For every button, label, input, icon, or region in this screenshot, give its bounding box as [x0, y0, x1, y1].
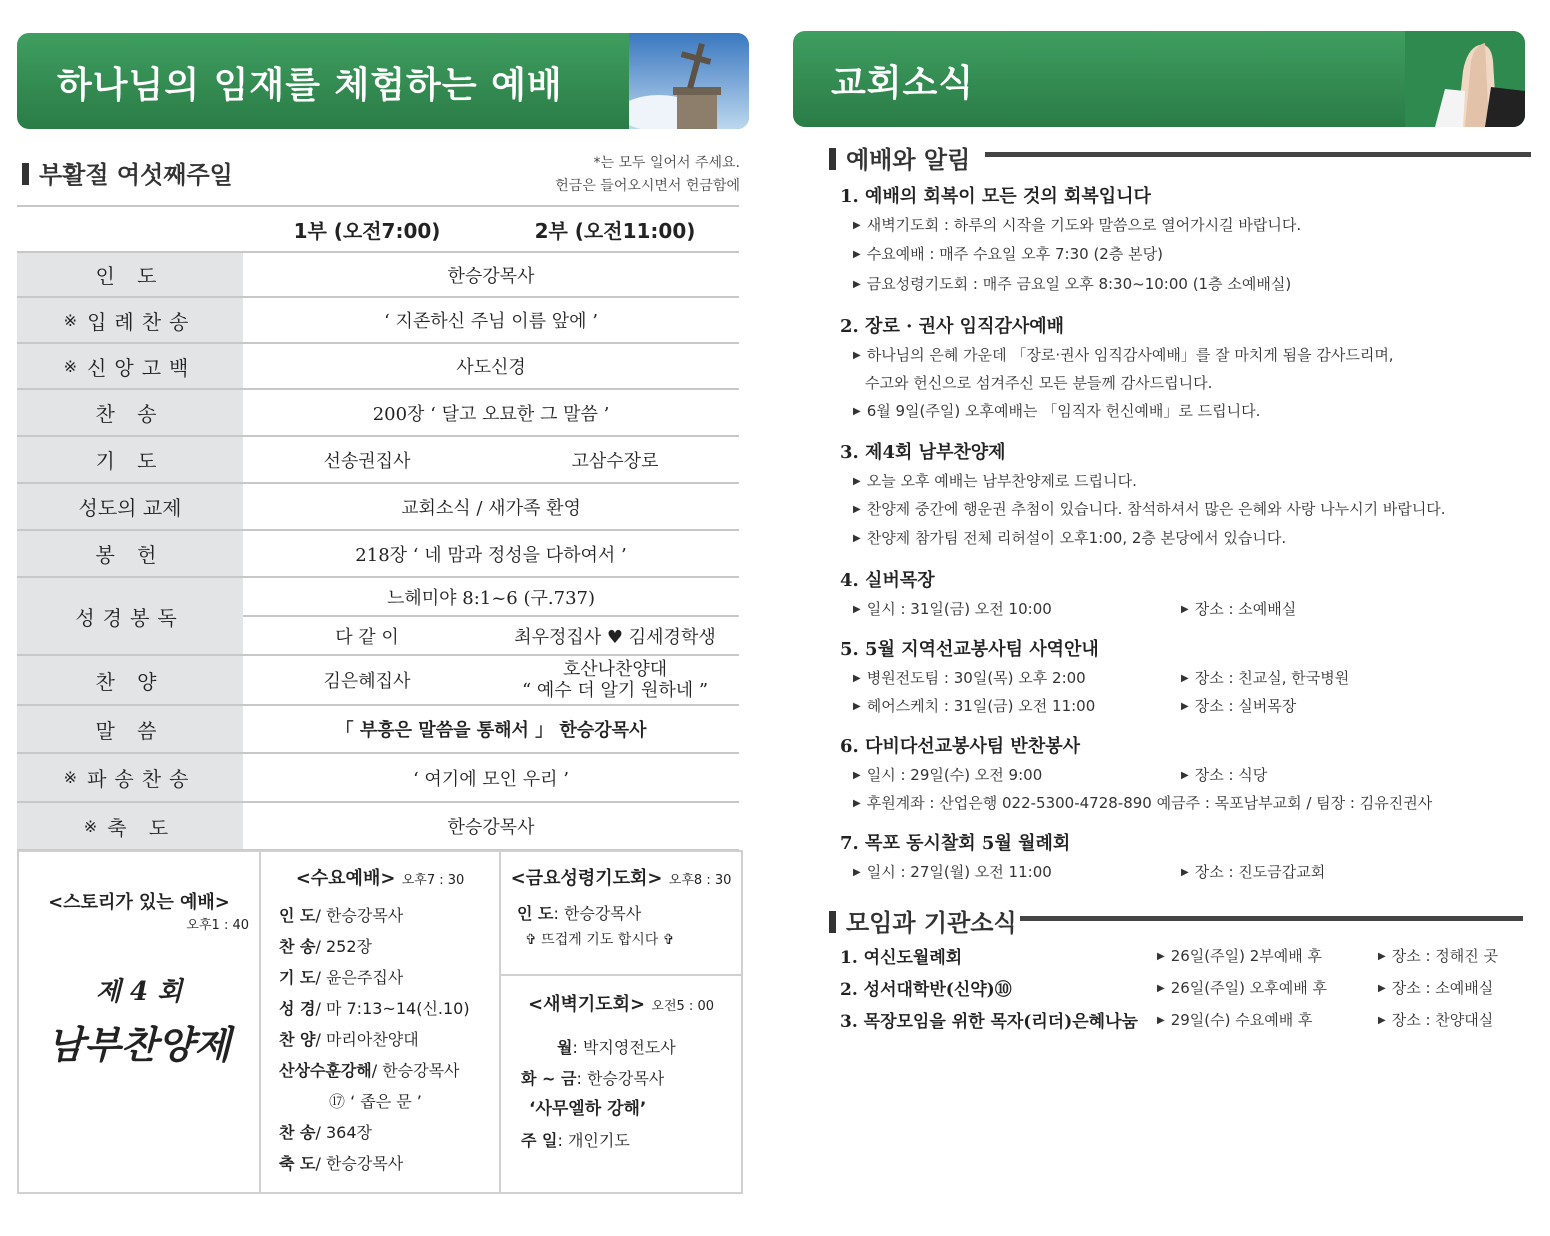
service-time-header — [17, 205, 739, 253]
story-worship-box — [17, 850, 261, 1194]
praise-second — [491, 659, 739, 701]
row-label: 봉 헌 — [17, 531, 243, 576]
notice-line: ▶ 병원전도팀 : 30일(목) 오후 2:00 — [853, 669, 1086, 687]
meeting-when: ▶ 29일(수) 수요예배 후 — [1157, 1011, 1313, 1029]
row-value: 교회소식 / 새가족 환영 — [401, 497, 581, 519]
row-value: 한승강목사 — [447, 817, 535, 838]
friday-title: <금요성령기도회> 오후8 : 30 — [510, 868, 732, 889]
notice-line: ▶ 일시 : 27일(월) 오전 11:00 — [853, 863, 1052, 881]
notice-item-title: 5. 5월 지역선교봉사팀 사역안내 — [840, 639, 1099, 660]
list-item: ⑰ ‘ 좁은 문 ’ — [329, 1092, 422, 1111]
notice-line: ▶ 장소 : 진도금갑교회 — [1181, 863, 1326, 881]
dawn-list — [521, 1032, 741, 1156]
notice-item-title: 6. 다비다선교봉사팀 반찬봉사 — [840, 736, 1080, 757]
notice-line: ▶ 새벽기도회 : 하루의 시작을 기도와 말씀으로 열어가시길 바랍니다. — [853, 216, 1302, 234]
table-row — [17, 484, 739, 531]
row-value: 218장 ‘ 네 맘과 정성을 다하여서 ’ — [355, 544, 627, 566]
notice-item-title: 7. 목포 동시찰회 5월 월례회 — [840, 833, 1071, 854]
meeting-where: ▶ 장소 : 소예배실 — [1378, 979, 1494, 997]
meetings-section-text: 모임과 기관소식 — [846, 909, 1017, 937]
row-value: 200장 ‘ 달고 오묘한 그 말씀 ’ — [372, 403, 610, 425]
notice-line: ▶ 오늘 오후 예배는 남부찬양제로 드립니다. — [853, 472, 1137, 490]
notice-line: ▶ 장소 : 소예배실 — [1181, 600, 1297, 618]
notice-line: ▶ 찬양제 참가팀 전체 리허설이 오후1:00, 2층 본당에서 있습니다. — [853, 529, 1287, 547]
row-label: ※ 입례찬송 — [17, 298, 243, 342]
friday-leader: 인 도: 한승강목사 — [517, 904, 642, 923]
meeting-when: ▶ 26일(주일) 오후예배 후 — [1157, 979, 1327, 997]
list-item: 인 도/ 한승강목사 — [279, 906, 404, 925]
row-label: ※ 파송찬송 — [17, 754, 243, 801]
news-banner — [793, 31, 1525, 127]
list-item: 화 ~ 금: 한승강목사 — [521, 1069, 665, 1088]
row-value — [243, 437, 739, 482]
row-value — [243, 578, 739, 654]
note-line-1: *는 모두 일어서 주세요. — [593, 155, 740, 171]
friday-prayer-box — [499, 850, 743, 976]
row-value: ‘ 지존하신 주님 이름 앞에 ’ — [384, 311, 598, 332]
notice-section-text: 예배와 알림 — [846, 146, 971, 174]
table-row — [17, 803, 739, 851]
meeting-when: ▶ 26일(주일) 2부예배 후 — [1157, 947, 1323, 965]
table-row — [17, 656, 739, 706]
worship-banner-title: 하나님의 임재를 체험하는 예배 — [57, 65, 563, 106]
meeting-name: 1. 여신도월례회 — [840, 948, 963, 968]
dawn-prayer-box — [499, 974, 743, 1194]
meeting-where: ▶ 장소 : 정해진 곳 — [1378, 947, 1499, 965]
meeting-name: 3. 목장모임을 위한 목자(리더)은혜나눔 — [840, 1012, 1138, 1032]
row-value — [243, 656, 739, 704]
row-value: 한승강목사 — [447, 265, 535, 287]
list-item: 주 일: 개인기도 — [521, 1131, 630, 1150]
list-item: 찬 송/ 364장 — [279, 1123, 372, 1142]
dawn-title: <새벽기도회> 오전5 : 00 — [528, 994, 714, 1015]
second-service-header: 2부 (오전11:00) — [534, 218, 696, 243]
choir-name: 호산나찬양대 — [562, 659, 668, 680]
list-item: 산상수훈강해/ 한승강목사 — [279, 1061, 460, 1080]
notice-line: ▶ 후원계좌 : 산업은행 022-5300-4728-890 예금주 : 목포남부교회 / 팀장 : 김유진권사 — [853, 794, 1433, 812]
title-bar — [22, 163, 29, 185]
row-label: ※ 신앙고백 — [17, 344, 243, 388]
table-row — [17, 390, 739, 437]
reader-all: 다 같 이 — [335, 626, 399, 648]
title-bar — [829, 148, 836, 170]
prayer-second: 고삼수장로 — [571, 450, 659, 472]
notice-line: ▶ 일시 : 31일(금) 오전 10:00 — [853, 600, 1052, 618]
notice-line: ▶ 하나님의 은혜 가운데 「장로·권사 임직감사예배」를 잘 마치게 됨을 감사드리며, — [853, 346, 1394, 364]
meetings-section-title — [829, 903, 1017, 938]
order-of-worship-table — [17, 205, 739, 851]
list-item: 찬 송/ 252장 — [279, 937, 372, 956]
notice-item-title: 4. 실버목장 — [840, 570, 935, 591]
row-label: ※ 축 도 — [17, 803, 243, 849]
story-time: 오후1 : 40 — [186, 918, 249, 933]
row-value: ‘ 여기에 모인 우리 ’ — [412, 768, 570, 790]
notice-line: ▶ 장소 : 친교실, 한국병원 — [1181, 669, 1350, 687]
list-item: 성 경/ 마 7:13~14(신.10) — [279, 999, 470, 1018]
praise-first: 김은혜집사 — [323, 671, 411, 692]
prayer-first: 선송권집사 — [323, 450, 411, 472]
row-label: 찬 양 — [17, 656, 243, 704]
row-label: 인 도 — [17, 253, 243, 296]
first-service-header: 1부 (오전7:00) — [293, 218, 441, 243]
notice-line: ▶ 장소 : 식당 — [1181, 766, 1268, 784]
notice-line: ▶ 수요예배 : 매주 수요일 오후 7:30 (2층 본당) — [853, 245, 1163, 263]
notice-line: ▶ 일시 : 29일(수) 오전 9:00 — [853, 766, 1043, 784]
section-rule — [1020, 916, 1523, 921]
row-value: 「 부흥은 말씀을 통해서 」 한승강목사 — [335, 720, 647, 741]
choir-song: “ 예수 더 알기 원하네 ” — [521, 680, 709, 701]
table-row — [17, 531, 739, 578]
notice-item-title: 1. 예배의 회복이 모든 것의 회복입니다 — [840, 186, 1151, 207]
title-bar — [829, 911, 836, 933]
notice-line: ▶ 찬양제 중간에 행운권 추첨이 있습니다. 참석하셔서 많은 은혜와 사랑 나누시기 바랍니다. — [853, 500, 1446, 518]
meeting-where: ▶ 장소 : 찬양대실 — [1378, 1011, 1494, 1029]
list-item: 축 도/ 한승강목사 — [279, 1154, 404, 1173]
friday-prayer-line: ✞ 뜨겁게 기도 합시다 ✞ — [525, 932, 675, 948]
note-line-2: 헌금은 들어오시면서 헌금함에 — [555, 178, 740, 194]
scripture-readers — [243, 617, 739, 654]
row-label: 찬 송 — [17, 390, 243, 435]
table-row — [17, 253, 739, 298]
wednesday-title: <수요예배> 오후7 : 30 — [295, 868, 465, 889]
row-label: 기 도 — [17, 437, 243, 482]
table-row — [17, 437, 739, 484]
table-row — [17, 298, 739, 344]
table-row — [17, 344, 739, 390]
praying-hands-icon — [1405, 31, 1525, 127]
sunday-title — [22, 155, 233, 190]
list-item: ‘사무엘하 강해’ — [529, 1099, 647, 1119]
header-spacer — [17, 207, 243, 251]
row-label: 성경봉독 — [17, 578, 243, 654]
list-item: 월: 박지영전도사 — [557, 1038, 676, 1057]
festival-art-line1: 제 4 회 — [95, 977, 183, 1007]
notice-item-title: 2. 장로 · 권사 임직감사예배 — [840, 316, 1065, 337]
table-row — [17, 706, 739, 754]
notice-item-title: 3. 제4회 남부찬양제 — [840, 442, 1006, 463]
festival-art-line2: 남부찬양제 — [47, 1022, 231, 1067]
table-row — [17, 578, 739, 656]
wednesday-service-box — [259, 850, 501, 1194]
notice-line: 수고와 헌신으로 섬겨주신 모든 분들께 감사드립니다. — [865, 374, 1213, 392]
news-banner-title: 교회소식 — [831, 63, 975, 104]
sunday-title-text: 부활절 여섯째주일 — [39, 161, 233, 189]
meeting-name: 2. 성서대학반(신약)⑩ — [840, 980, 1012, 1000]
cross-tower-icon — [629, 33, 749, 129]
section-rule — [985, 152, 1531, 157]
scripture-ref: 느헤미야 8:1~6 (구.737) — [243, 578, 739, 617]
header-cols — [243, 207, 739, 251]
wednesday-list — [279, 900, 499, 1179]
table-row — [17, 754, 739, 803]
standing-note — [555, 152, 740, 198]
story-title: <스토리가 있는 예배> — [48, 892, 230, 913]
list-item: 기 도/ 윤은주집사 — [279, 968, 404, 987]
notice-line: ▶ 금요성령기도회 : 매주 금요일 오후 8:30~10:00 (1층 소예배실) — [853, 275, 1292, 293]
notice-line: ▶ 6월 9일(주일) 오후예배는 「임직자 헌신예배」로 드립니다. — [853, 402, 1261, 420]
worship-banner — [17, 33, 749, 129]
row-label: 말 씀 — [17, 706, 243, 752]
notice-line: ▶ 헤어스케치 : 31일(금) 오전 11:00 — [853, 697, 1096, 715]
list-item: 찬 양/ 마리아찬양대 — [279, 1030, 419, 1049]
notice-line: ▶ 장소 : 실버목장 — [1181, 697, 1297, 715]
reader-names: 최우정집사 ♥ 김세경학생 — [514, 626, 716, 648]
row-value: 사도신경 — [456, 357, 526, 378]
notice-section-title — [829, 140, 970, 175]
row-label: 성도의 교제 — [17, 484, 243, 529]
